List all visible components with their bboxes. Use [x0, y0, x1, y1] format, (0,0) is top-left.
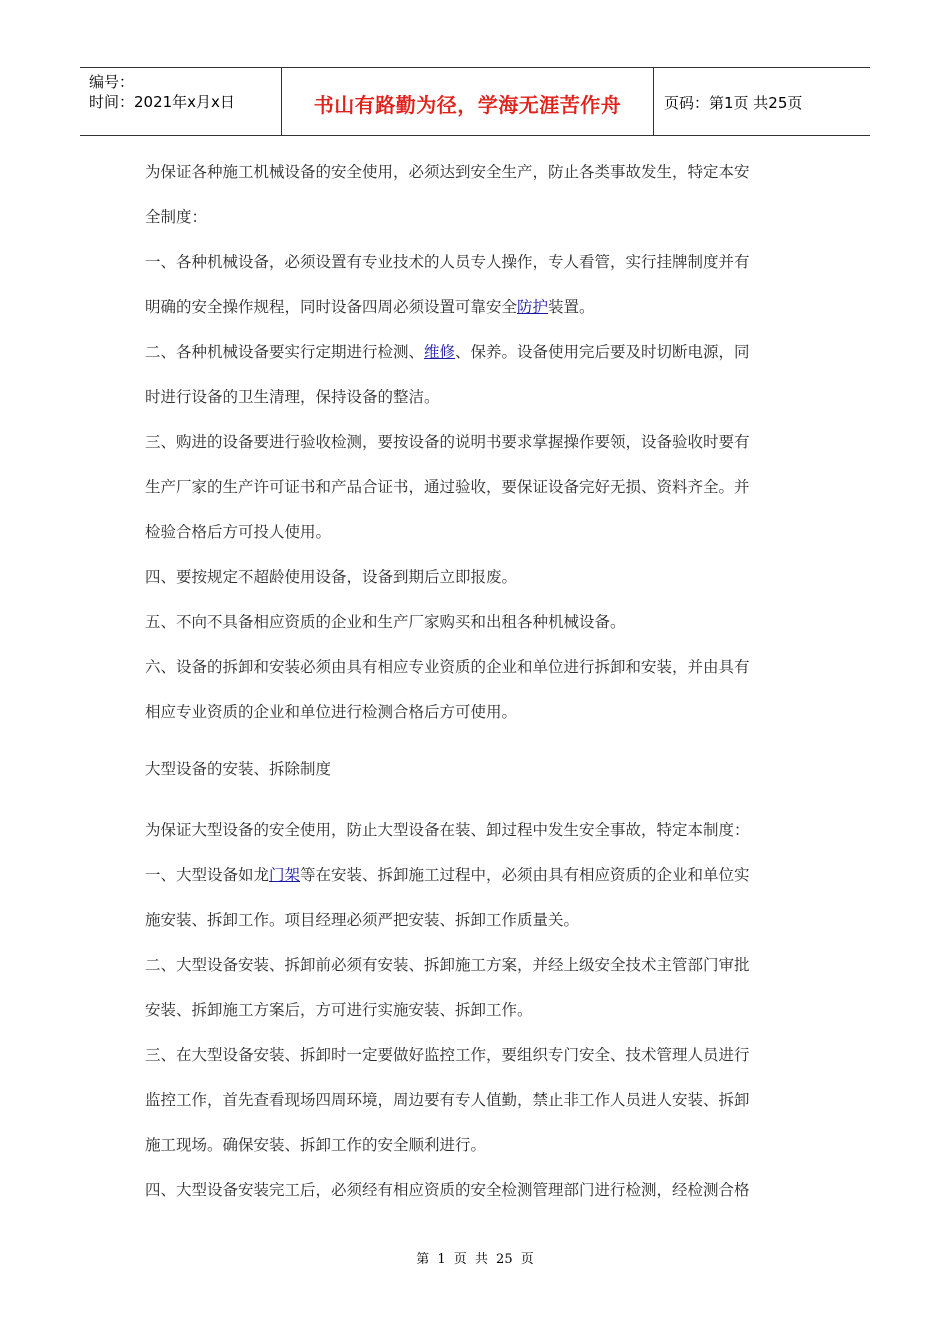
body-line: 相应专业资质的企业和单位进行检测合格后方可使用。	[145, 703, 518, 721]
body-text: 等在安装、拆卸施工过程中，必须由具有相应资质的企业和单位实	[300, 866, 750, 884]
body-line: 为保证各种施工机械设备的安全使用，必须达到安全生产，防止各类事故发生，特定本安	[145, 163, 750, 181]
body-line: 四、大型设备安装完工后，必须经有相应资质的安全检测管理部门进行检测，经检测合格	[145, 1181, 750, 1199]
body-text: 、保养。设备使用完后要及时切断电源，同	[455, 343, 750, 361]
page-footer: 第 1 页 共 25 页	[416, 1252, 534, 1267]
body-line: 六、设备的拆卸和安装必须由具有相应专业资质的企业和单位进行拆卸和安装，并由具有	[145, 658, 750, 676]
body-line: 检验合格后方可投人使用。	[145, 523, 332, 541]
body-line	[145, 330, 805, 375]
body-text: 装置。	[548, 298, 595, 316]
header-page-info-cell	[654, 68, 870, 135]
header-meta	[80, 68, 282, 135]
body-line: 为保证大型设备的安全使用，防止大型设备在装、卸过程中发生安全事故，特定本制度：	[145, 821, 750, 839]
body-line: 四、要按规定不超龄使用设备，设备到期后立即报废。	[145, 568, 518, 586]
body-line: 三、在大型设备安装、拆卸时一定要做好监控工作，要组织专门安全、技术管理人员进行	[145, 1046, 750, 1064]
document-date: 时间：2021年x月x日	[89, 93, 235, 111]
body-line: 时进行设备的卫生清理，保持设备的整洁。	[145, 388, 440, 406]
body-line: 监控工作，首先查看现场四周环境，周边要有专人值勤，禁止非工作人员进人安装、拆卸	[145, 1091, 750, 1109]
header-motto: 书山有路勤为径，学海无涯苦作舟	[313, 93, 622, 117]
header-page-info: 页码：第1页 共25页	[664, 94, 803, 112]
body-line: 生产厂家的生产许可证书和产品合证书，通过验收，要保证设备完好无损、资料齐全。并	[145, 478, 750, 496]
document-number-label: 编号：	[89, 73, 135, 91]
body-line: 五、不向不具备相应资质的企业和生产厂家购买和出租各种机械设备。	[145, 613, 626, 631]
inline-link[interactable]: 维修	[424, 343, 456, 361]
body-text: 二、各种机械设备要实行定期进行检测、	[145, 343, 425, 361]
body-text: 一、大型设备如龙	[145, 866, 270, 884]
body-text: 明确的安全操作规程，同时设备四周必须设置可靠安全	[145, 298, 518, 316]
inline-link[interactable]: 门架	[269, 866, 301, 884]
body-line: 一、各种机械设备，必须设置有专业技术的人员专人操作，专人看管，实行挂牌制度并有	[145, 253, 750, 271]
body-line: 安装、拆卸施工方案后，方可进行实施安装、拆卸工作。	[145, 1001, 533, 1019]
body-line: 施安装、拆卸工作。项目经理必须严把安装、拆卸工作质量关。	[145, 911, 580, 929]
body-line	[145, 853, 805, 898]
document-body	[145, 150, 805, 1213]
inline-link[interactable]: 防护	[517, 298, 549, 316]
header-motto-cell	[282, 68, 654, 135]
section-heading: 大型设备的安装、拆除制度	[145, 760, 332, 778]
body-line	[145, 285, 805, 330]
body-line: 全制度：	[145, 208, 208, 226]
body-line: 三、购进的设备要进行验收检测，要按设备的说明书要求掌握操作要领，设备验收时要有	[145, 433, 750, 451]
body-line: 施工现场。确保安装、拆卸工作的安全顺利进行。	[145, 1136, 487, 1154]
body-line: 二、大型设备安装、拆卸前必须有安装、拆卸施工方案，并经上级安全技术主管部门审批	[145, 956, 750, 974]
page-header	[80, 67, 870, 136]
